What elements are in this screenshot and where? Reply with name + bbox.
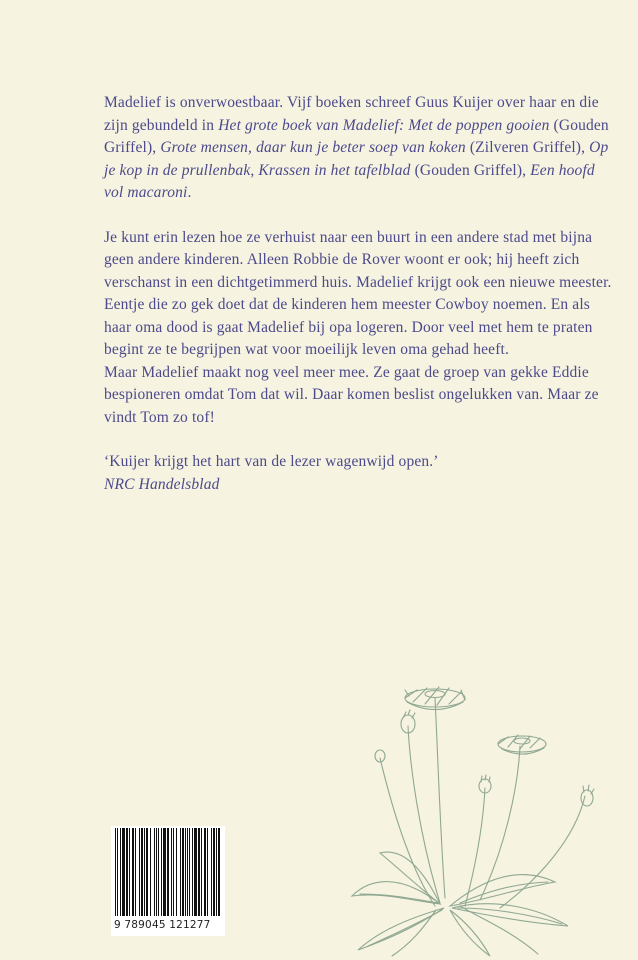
barcode-bar (156, 828, 157, 916)
barcode-bar (192, 828, 193, 916)
barcode-bar (187, 828, 188, 916)
daisy-illustration (340, 668, 630, 958)
barcode-bar (218, 828, 220, 916)
blurb-text: . (187, 184, 192, 201)
blurb-text: (Gouden Griffel), (410, 161, 531, 179)
barcode-bar (189, 828, 190, 916)
barcode-bar (139, 828, 140, 916)
barcode-bar (180, 828, 181, 916)
blurb-paragraph-3: Maar Madelief maakt nog veel meer mee. Ze gaat de groep van gekke Eddie bespioneren omdat Tom dat wil. Daar komen beslist ongelukken van. Maar ze vindt Tom zo tof! (104, 363, 599, 426)
barcode-bar (163, 828, 166, 916)
barcode-bar (132, 828, 134, 916)
blurb-paragraph-1 (104, 92, 614, 205)
barcode-bar (161, 828, 162, 916)
review-source-name: NRC Handelsblad (104, 475, 220, 493)
barcode-bar (117, 828, 118, 916)
barcode-bar (122, 828, 125, 916)
isbn-barcode (111, 826, 225, 936)
barcode-bar (182, 828, 184, 916)
barcode-bar (194, 828, 197, 916)
barcode-bar (204, 828, 206, 916)
barcode-bar (211, 828, 212, 916)
barcode-bar (207, 828, 208, 916)
book-title-1: Het grote boek van Madelief: Met de poppen gooien (218, 116, 550, 134)
barcode-bar (201, 828, 202, 916)
blurb-paragraph-2: Je kunt erin lezen hoe ze verhuist naar een buurt in een andere stad met bijna geen andere kinderen. Alleen Robbie de Rover woont er ook; hij heeft zich verschanst in een dichtgetimmerd huis. Madelief krijgt ook een nieuwe meester. Eentje die zo gek doet dat de kinderen hem meester Cowboy noemen. En als haar oma dood is gaat Madelief bij opa logeren. Door veel met hem te praten begint ze te begrijpen wat voor moeilijk leven oma gehad heeft. (104, 228, 612, 358)
barcode-bars (111, 826, 225, 918)
blurb-text: Madelief is onverwoestbaar. Vijf boeken schreef Guus Kuijer over haar en die zijn gebundeld in (104, 94, 599, 134)
barcode-bar (185, 828, 186, 916)
blurb-text: (Zilveren Griffel), (465, 139, 590, 156)
barcode-bar (213, 828, 215, 916)
barcode-bar (144, 828, 145, 916)
barcode-bar (158, 828, 159, 916)
barcode-bar (129, 828, 130, 916)
back-cover-blurb (104, 92, 614, 496)
book-title-2: Grote mensen, daar kun je beter soep van koken (160, 139, 466, 156)
barcode-bar (176, 828, 177, 916)
barcode-bar (141, 828, 143, 916)
barcode-bar (150, 828, 151, 916)
barcode-bar (135, 828, 136, 916)
barcode-bar (115, 828, 116, 916)
isbn-number: 9 789045 121277 (114, 919, 211, 931)
barcode-bar (146, 828, 148, 916)
book-title-3: Op je kop in de prullenbak, Krassen in het tafelblad (104, 139, 609, 179)
book-title-4: Een hoofd vol macaroni (104, 161, 595, 201)
review-quote: ‘Kuijer krijgt het hart van de lezer wagenwijd open.’ (104, 453, 439, 470)
review-source (104, 474, 614, 497)
barcode-bar (216, 828, 217, 916)
barcode-bar (173, 828, 174, 916)
barcode-bar (198, 828, 200, 916)
barcode-bar (120, 828, 121, 916)
blurb-text: (Gouden Griffel), (104, 116, 609, 156)
barcode-bar (171, 828, 172, 916)
barcode-bar (126, 828, 128, 916)
barcode-bar (167, 828, 169, 916)
barcode-bar (154, 828, 155, 916)
